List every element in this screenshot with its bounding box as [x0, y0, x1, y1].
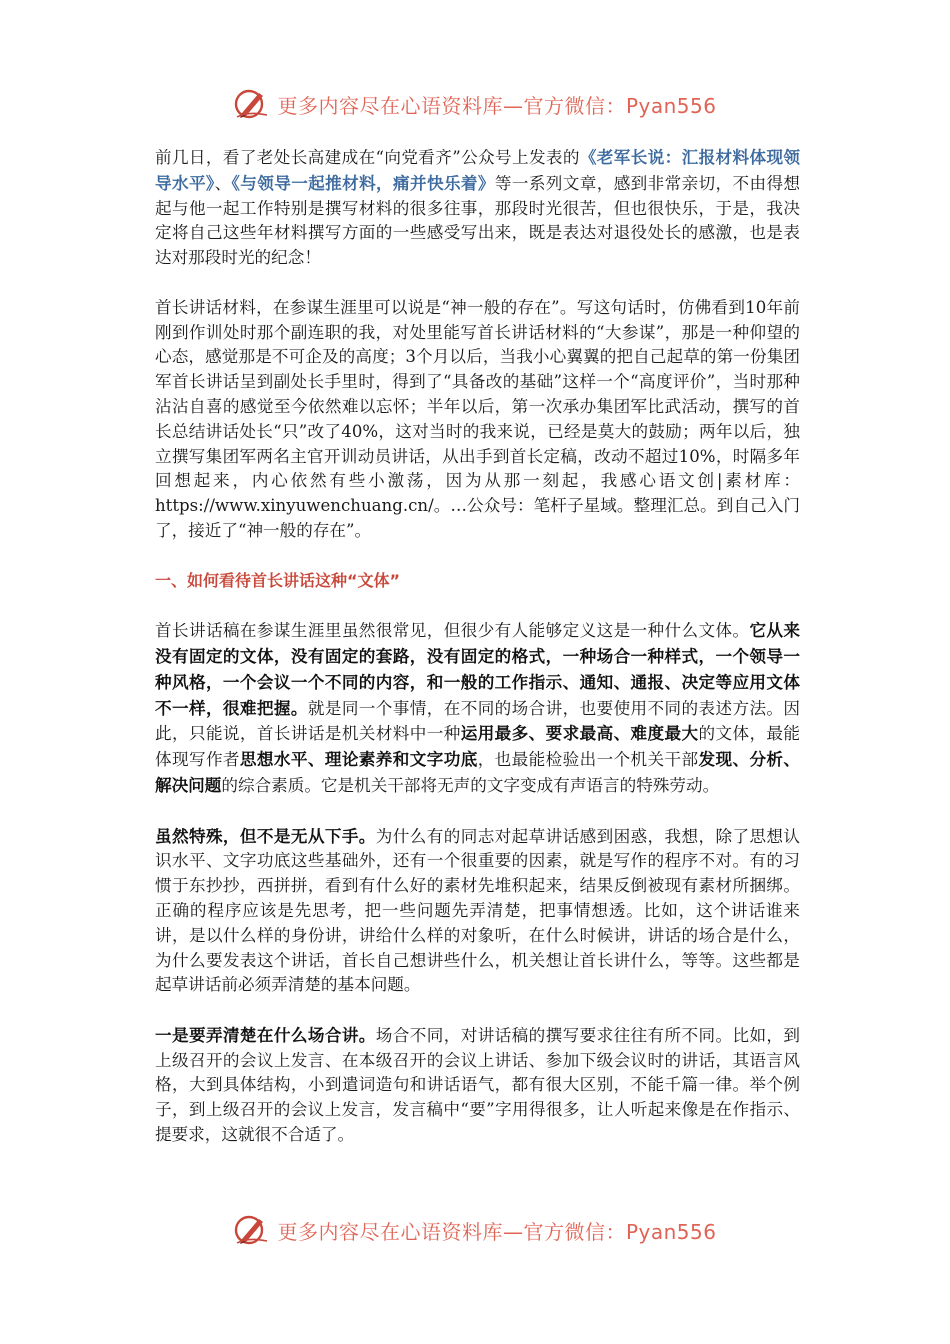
banner-text: 更多内容尽在心语资料库—官方微信：Pyan556 [277, 1219, 717, 1244]
article-link-1[interactable]: 《老军长说：汇报材料体现领导水平》 [155, 147, 801, 193]
text: 就是同一个事情，在不同的场合讲，也要使用不同的表述方法。因此，只能说，首长讲话是机关材料中一种 [155, 698, 801, 744]
banner-text: 更多内容尽在心语资料库—官方微信：Pyan556 [277, 93, 717, 118]
paragraph-2: 首长讲话材料，在参谋生涯里可以说是“神一般的存在”。写这句话时，仿佛看到10年前刚到作训处时那个副连职的我，对处里能写首长讲话材料的“大参谋”，那是一种仰望的心态，感觉那是不可企及的高度；3个月以后，当我小心翼翼的把自己起草的第一份集团军首长讲话呈到副处长手里时，得到了“具备改的基础”这样一个“高度评价”，当时那种沾沾自喜的感觉至今依然难以忘怀；半年以后，第一次承办集团军比武活动，撰写的首长总结讲话处长“只”改了40%，这对当时的我来说，已经是莫大的鼓励；两年以后，独立撰写集团军两名主官开训动员讲话，从出手到首长定稿，改动不超过10%，时隔多年回想起来，内心依然有些小激荡，因为从那一刻起，我感心语文创|素材库：https://www.xinyuwenchuang.cn/。…公众号：笔杆子星域。整理汇总。到自己入门了，接近了“神一般的存在”。 [155, 297, 800, 540]
text: 的综合素质。它是机关干部将无声的文字变成有声语言的特殊劳动。 [221, 775, 720, 795]
section-heading-1: 一、如何看待首长讲话这种“文体” [155, 570, 401, 590]
bold-text: 发现、分析、解决问题 [155, 749, 801, 795]
bold-lead: 虽然特殊，但不是无从下手。 [155, 825, 376, 846]
text: 前几日，看了老处长高建成在“向党看齐”公众号上发表的 [155, 148, 580, 167]
text: ，也最能检验出一个机关干部 [477, 750, 699, 770]
pen-logo-icon [233, 1213, 271, 1247]
footer-banner [0, 1210, 950, 1250]
article-link-2[interactable]: 《与领导一起推材料，痛并快乐着》 [231, 172, 495, 193]
header-banner [0, 84, 950, 124]
article-body [155, 145, 800, 1173]
paragraph-5 [155, 1023, 800, 1148]
bold-text: 它从来没有固定的文体，没有固定的套路，没有固定的格式，一种场合一种样式，一个领导一种风格，一个会议一个不同的内容，和一般的工作指示、通知、通报、决定等应用文体不一样，很难把握。 [155, 620, 800, 718]
text: 的文体，最能体现写作者 [155, 724, 801, 770]
bold-lead: 一是要弄清楚在什么场合讲。 [155, 1024, 376, 1045]
pen-logo-icon [233, 87, 271, 121]
paragraph-3 [155, 618, 800, 799]
text: 等一系列文章，感到非常亲切，不由得想起与他一起工作特别是撰写材料的很多往事，那段时光很苦，但也很快乐，于是，我决定将自己这些年材料撰写方面的一些感受写出来，既是表达对退役处长的感激，也是表达对那段时光的纪念！ [155, 173, 801, 268]
bold-text: 思想水平、理论素养和文字功底 [239, 749, 478, 770]
paragraph-4 [155, 824, 800, 999]
paragraph-intro [155, 145, 800, 271]
text: 场合不同，对讲话稿的撰写要求往往有所不同。比如，到上级召开的会议上发言、在本级召开的会议上讲话、参加下级会议时的讲话，其语言风格，大到具体结构，小到遣词造句和讲话语气，都有很大区别，不能千篇一律。举个例子，到上级召开的会议上发言，发言稿中“要”字用得很多，让人听起来像是在作指示、提要求，这就很不合适了。 [155, 1025, 801, 1145]
text: 为什么有的同志对起草讲话感到困惑，我想，除了思想认识水平、文字功底这些基础外，还有一个很重要的因素，就是写作的程序不对。有的习惯于东抄抄，西拼拼，看到有什么好的素材先堆积起来，结果反倒被现有素材所捆绑。正确的程序应该是先思考，把一些问题先弄清楚，把事情想透。比如，这个讲话谁来讲，是以什么样的身份讲，讲给什么样的对象听，在什么时候讲，讲话的场合是什么，为什么要发表这个讲话，首长自己想讲些什么，机关想让首长讲什么，等等。这些都是起草讲话前必须弄清楚的基本问题。 [155, 826, 801, 995]
text: 、 [214, 173, 232, 193]
bold-text: 运用最多、要求最高、难度最大 [460, 723, 699, 744]
text: 首长讲话稿在参谋生涯里虽然很常见，但很少有人能够定义这是一种什么文体。 [155, 621, 750, 641]
